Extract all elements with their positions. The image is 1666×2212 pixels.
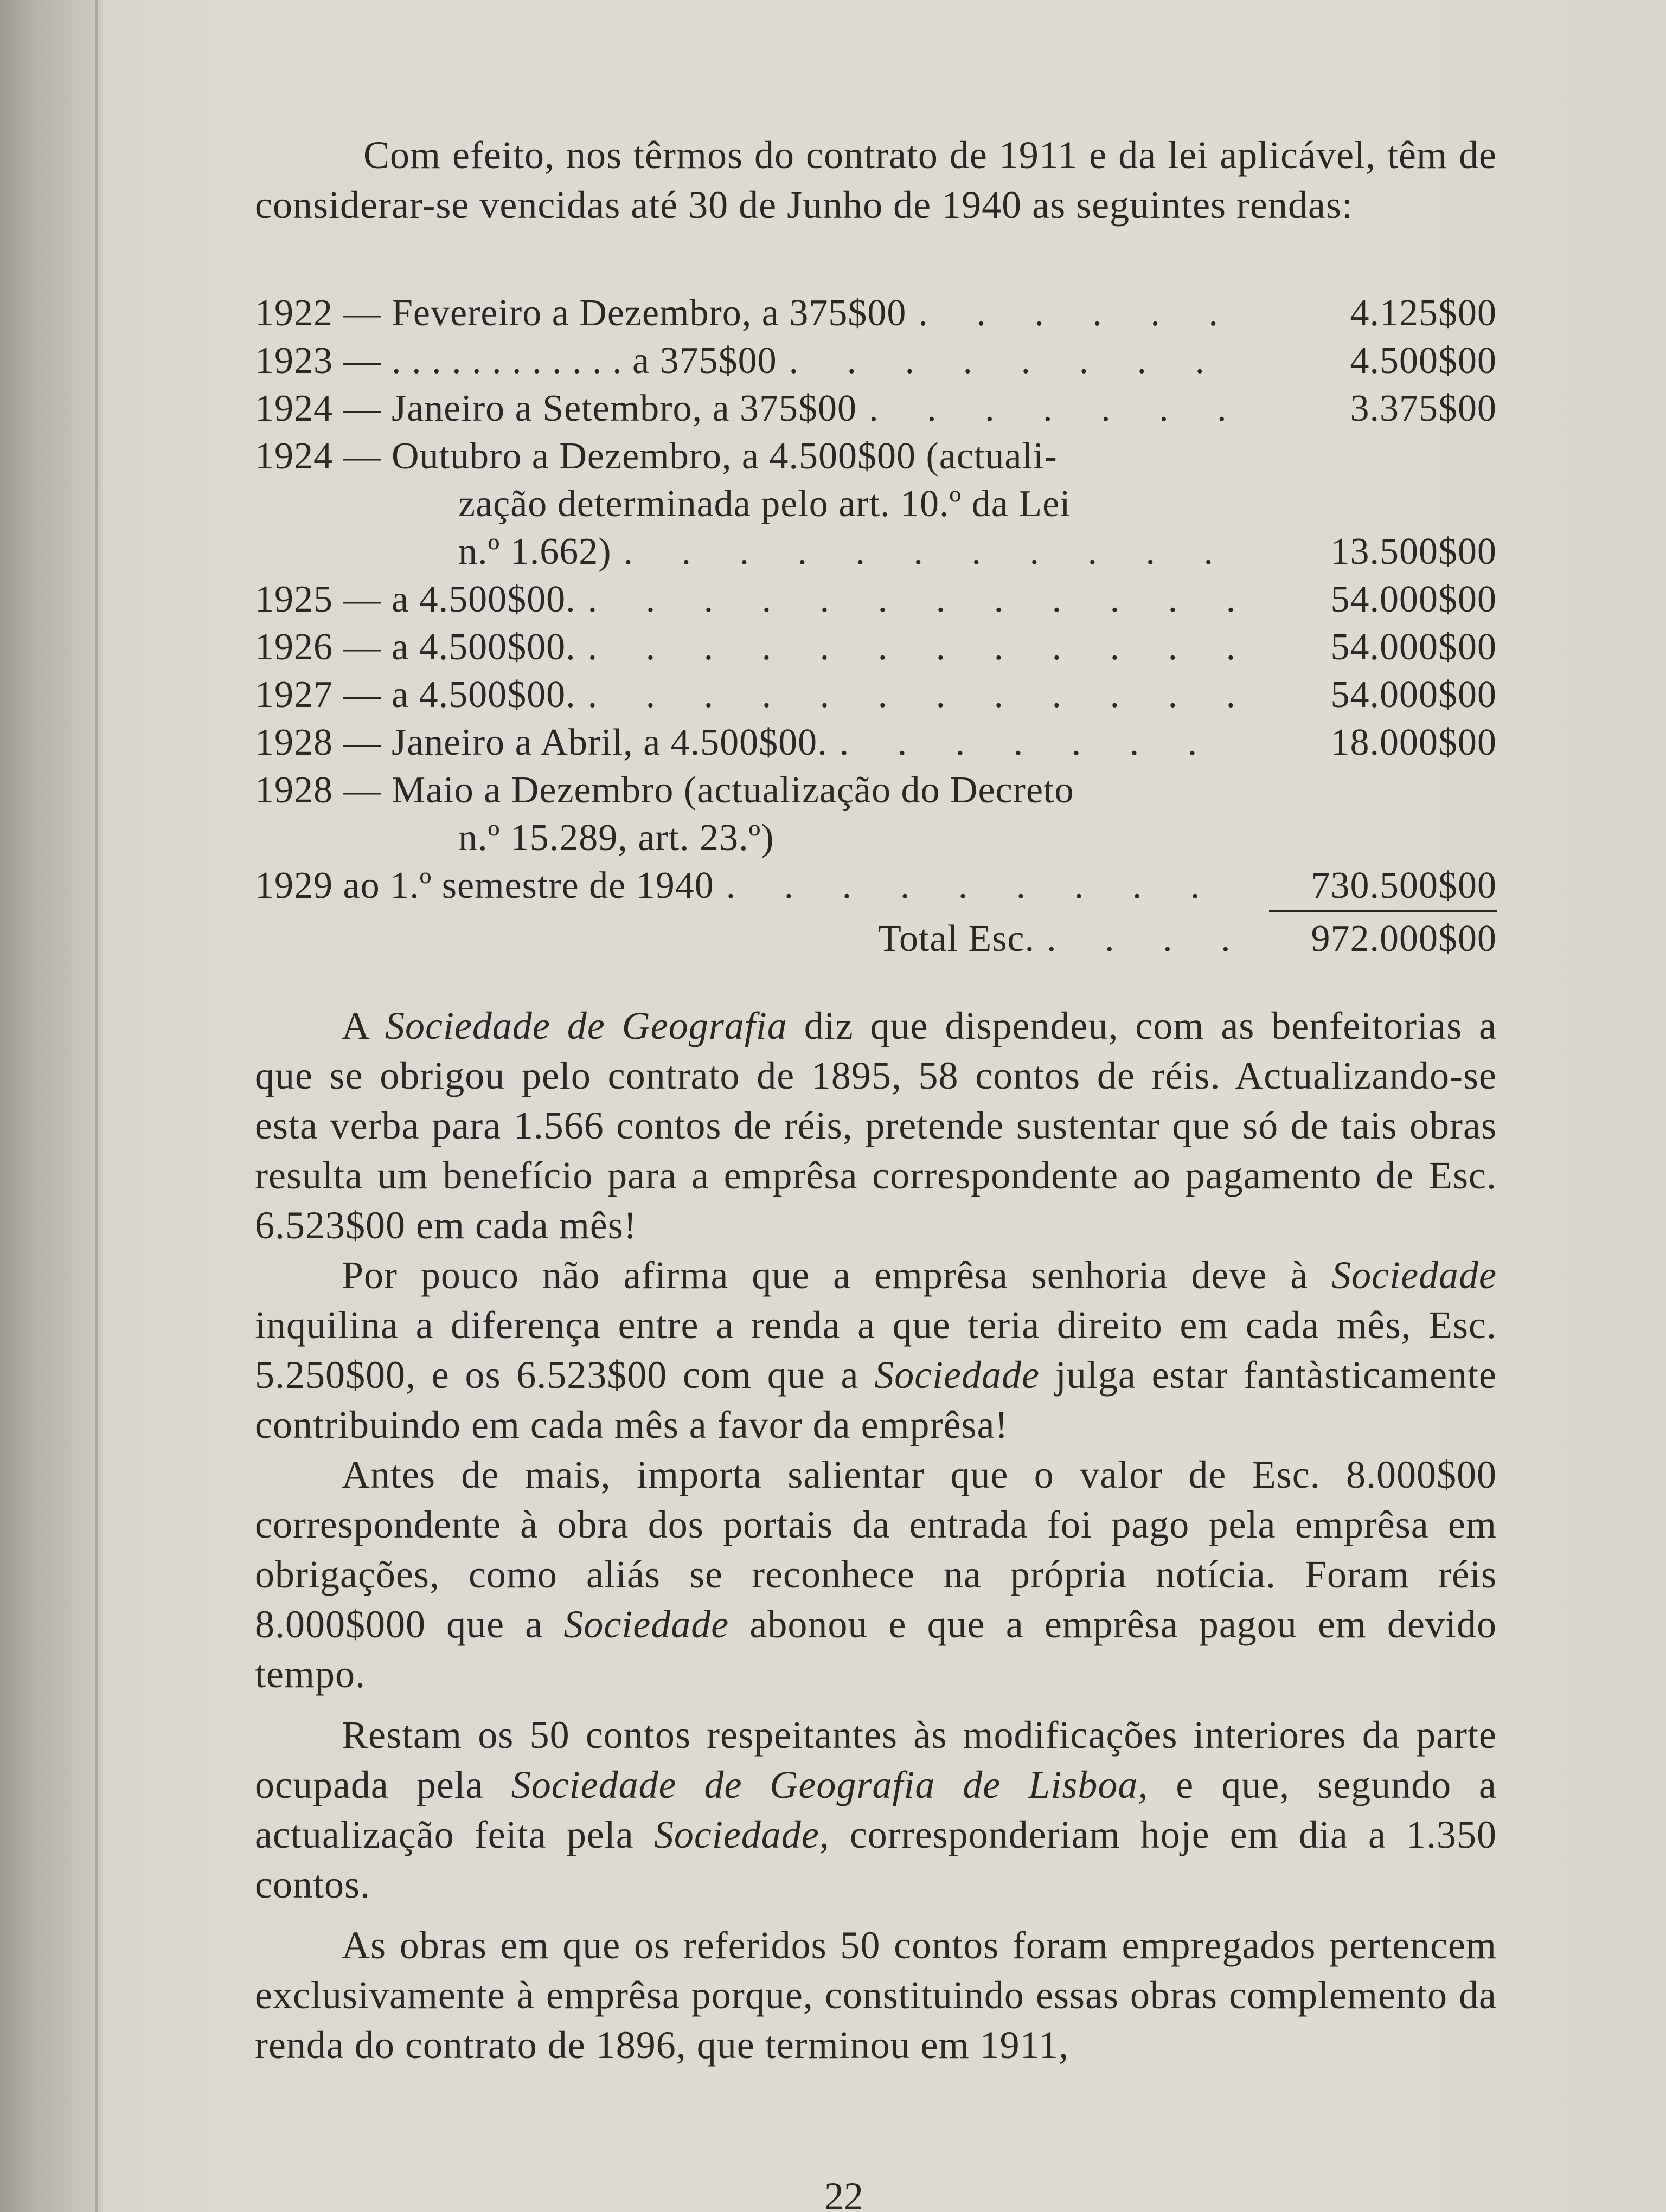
ledger-amount: 730.500$00 <box>1311 865 1497 906</box>
ledger-row <box>255 385 1497 433</box>
intro-paragraph: Com efeito, nos têrmos do contrato de 1911 e da lei aplicável, têm de considerar-se vencidas até 30 de Junho de 1940 as seguintes rendas: <box>255 133 1497 227</box>
ledger-amount: 4.125$00 <box>1350 292 1497 334</box>
ledger-label: 1922 — Fevereiro a Dezembro, a 375$00 <box>255 292 907 334</box>
ledger-row <box>255 528 1497 576</box>
paragraph-text: Por pouco não afirma que a emprêsa senhoria deve à <box>342 1253 1309 1297</box>
ledger-row <box>255 576 1497 623</box>
ledger-row <box>255 671 1497 719</box>
ledger-label: n.º 1.662) <box>458 531 612 573</box>
paragraph-text: A <box>342 1004 369 1047</box>
paragraph-sociedade-benfeitorias <box>255 1001 1497 1250</box>
ledger-label: 1926 — a 4.500$00. <box>255 626 576 668</box>
paragraph-italic: Sociedade <box>563 1603 729 1646</box>
ledger-row <box>255 862 1497 910</box>
paragraph-text: corresponderiam hoje em dia a 1.350 contos. <box>255 1813 1497 1906</box>
rent-ledger <box>255 290 1497 963</box>
paragraph-portais <box>255 1450 1497 1699</box>
paragraph-text: Antes de mais, importa salientar que o valor de Esc. 8.000$00 correspondente à obra dos portais da entrada foi pago pela emprêsa em obrigações, como aliás se reconhece na própria notícia. Foram réis 8.000$000 que a <box>255 1453 1497 1646</box>
ledger-amount: 54.000$00 <box>1330 626 1497 668</box>
ledger-amount: 54.000$00 <box>1330 578 1497 620</box>
page-number: 22 <box>824 2175 863 2212</box>
ledger-total-row <box>255 910 1497 963</box>
paragraph-diferenca <box>255 1250 1497 1450</box>
ledger-label: 1923 — . . . . . . . . . . . . a 375$00 <box>255 340 777 382</box>
ledger-row <box>255 337 1497 385</box>
page-gutter <box>0 0 103 2212</box>
ledger-row <box>255 814 1497 862</box>
paragraph-italic: Sociedade de Geografia <box>385 1004 787 1047</box>
paragraph-text: inquilina a diferença entre a renda a que teria direito em cada mês, Esc. 5.250$00, e os 6.523$00 com que a <box>255 1303 1497 1397</box>
paragraph-text: abonou e que a emprêsa pagou em devido tempo. <box>255 1603 1497 1696</box>
paragraph-italic: Sociedade <box>1331 1253 1497 1297</box>
ledger-label: 1925 — a 4.500$00. <box>255 578 576 620</box>
ledger-row <box>255 623 1497 671</box>
ledger-label: zação determinada pelo art. 10.º da Lei <box>458 483 1071 525</box>
ledger-row <box>255 480 1497 528</box>
ledger-label: 1928 — Maio a Dezembro (actualização do Decreto <box>255 769 1074 811</box>
ledger-row <box>255 290 1497 337</box>
paragraph-text: Restam os 50 contos respeitantes às modificações interiores da parte ocupada pela <box>255 1713 1497 1806</box>
paragraph-italic: Sociedade de Geografia de Lisboa, <box>511 1763 1149 1806</box>
ledger-row <box>255 767 1497 814</box>
paragraph-obras: As obras em que os referidos 50 contos foram empregados pertencem exclusivamente à emprêsa porque, constituindo essas obras complemento da renda do contrato de 1896, que terminou em 1911, <box>255 1924 1497 2067</box>
paragraph-text: e que, segundo a actualização feita pela <box>255 1763 1497 1856</box>
binding-edge <box>95 0 98 2212</box>
paragraph-italic: Sociedade <box>874 1353 1040 1397</box>
ledger-label: 1927 — a 4.500$00. <box>255 674 576 716</box>
total-label: Total Esc. <box>878 918 1035 960</box>
paragraph-text: diz que dispendeu, com as benfeitorias a que se obrigou pelo contrato de 1895, 58 contos de réis. Actualizando-se esta verba para 1.566 contos de réis, pretende sustentar que só de tais obras resulta um benefício para a emprêsa correspondente ao pagamento de Esc. 6.523$00 em cada mês! <box>255 1004 1497 1247</box>
ledger-label: n.º 15.289, art. 23.º) <box>458 817 774 859</box>
ledger-label: 1929 ao 1.º semestre de 1940 <box>255 865 714 906</box>
paragraph-italic: Sociedade, <box>653 1813 830 1856</box>
ledger-amount: 3.375$00 <box>1350 388 1497 429</box>
ledger-label: 1924 — Outubro a Dezembro, a 4.500$00 (actuali- <box>255 435 1058 477</box>
total-amount: 972.000$00 <box>1269 910 1497 963</box>
ledger-amount: 18.000$00 <box>1330 722 1497 763</box>
ledger-row <box>255 719 1497 767</box>
ledger-label: 1924 — Janeiro a Setembro, a 375$00 <box>255 388 857 429</box>
ledger-amount: 13.500$00 <box>1330 531 1497 573</box>
ledger-amount: 54.000$00 <box>1330 674 1497 716</box>
paragraph-50-contos <box>255 1710 1497 1909</box>
page-content <box>255 130 1497 2070</box>
ledger-row <box>255 433 1497 480</box>
ledger-label: 1928 — Janeiro a Abril, a 4.500$00. <box>255 722 828 763</box>
paragraph-text: julga estar fantàsticamente contribuindo em cada mês a favor da emprêsa! <box>255 1353 1497 1446</box>
ledger-amount: 4.500$00 <box>1350 340 1497 382</box>
